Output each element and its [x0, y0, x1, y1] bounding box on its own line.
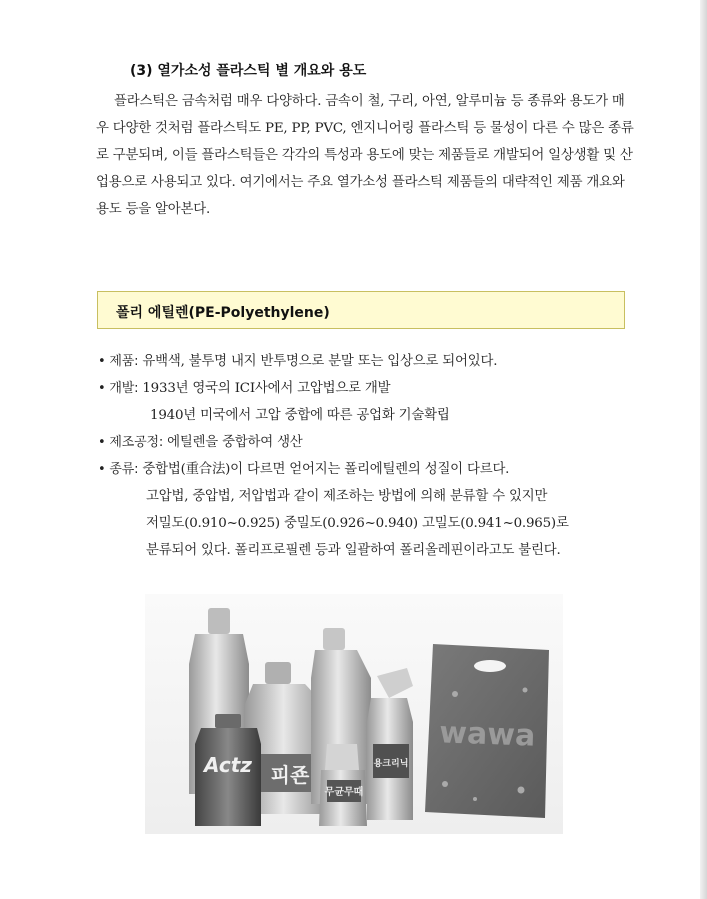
- toilet-cleaner-bottle: [367, 668, 413, 820]
- bullet-development-label: • 개발:: [98, 381, 139, 396]
- pe-heading-box: [97, 291, 625, 329]
- bullet-product-text: 유백색, 불투명 내지 반투명으로 분말 또는 입상으로 되어있다.: [142, 354, 498, 369]
- actz-bottle: [195, 714, 261, 826]
- pigeon-brand-text: 피죤: [270, 763, 310, 787]
- bullet-product-label: • 제품:: [98, 354, 139, 369]
- pe-products-illustration: [145, 594, 563, 834]
- page-edge-shadow: [700, 0, 707, 899]
- plastic-bag: [425, 644, 549, 818]
- bullet-product: [98, 350, 497, 369]
- bullet-type: [98, 458, 509, 477]
- intro-paragraph: 플라스틱은 금속처럼 매우 다양하다. 금속이 철, 구리, 아연, 알루미늄 등 종류와 용도가 매우 다양한 것처럼 플라스틱도 PE, PP, PVC, 엔지니어링 플라스틱 등 물성이 다른 수 많은 종류로 구분되며, 이들 플라스틱들은 각각의 특성과 용도에 맞는 제품들로 개발되어 일상생활 및 산업용으로 사용되고 있다. 여기에서는 주요 열가소성 플라스틱 제품들의 대략적인 제품 개요와 용도 등을 알아본다.: [96, 94, 634, 217]
- bullet-type-line2: 고압법, 중압법, 저압법과 같이 제조하는 방법에 의해 분류할 수 있지만: [146, 489, 548, 504]
- bullet-type-line3: 저밀도(0.910~0.925) 중밀도(0.926~0.940) 고밀도(0.941~0.965)로: [146, 516, 569, 531]
- bullet-development-line2: 1940년 미국에서 고압 중합에 따른 공업화 기술확립: [150, 408, 450, 423]
- pe-heading-title: 폴리 에틸렌(PE-Polyethylene): [116, 305, 330, 321]
- mugun-brand-text: 무균무때: [324, 787, 364, 798]
- section-title: (3) 열가소성 플라스틱 별 개요와 용도: [130, 63, 367, 79]
- actz-brand-text: Actz: [204, 753, 252, 777]
- bullet-development-line1: 1933년 영국의 ICI사에서 고압법으로 개발: [142, 381, 391, 396]
- bullet-type-line1: 중합법(重合法)이 다르면 얻어지는 폴리에틸렌의 성질이 다르다.: [142, 462, 510, 477]
- bullet-type-line4: 분류되어 있다. 폴리프로필렌 등과 일괄하여 폴리올레핀이라고도 불린다.: [146, 543, 561, 558]
- bullet-process-label: • 제조공정:: [98, 435, 164, 450]
- pe-products-photo: [145, 594, 563, 834]
- yongkrini-brand-text: 용크리닉: [373, 759, 409, 769]
- bullet-development: [98, 377, 390, 396]
- bullet-type-label: • 종류:: [98, 462, 139, 477]
- bullet-process-text: 에틸렌을 중합하여 생산: [167, 435, 303, 450]
- bullet-process: [98, 431, 303, 450]
- bag-brand-text: wawa: [438, 715, 536, 754]
